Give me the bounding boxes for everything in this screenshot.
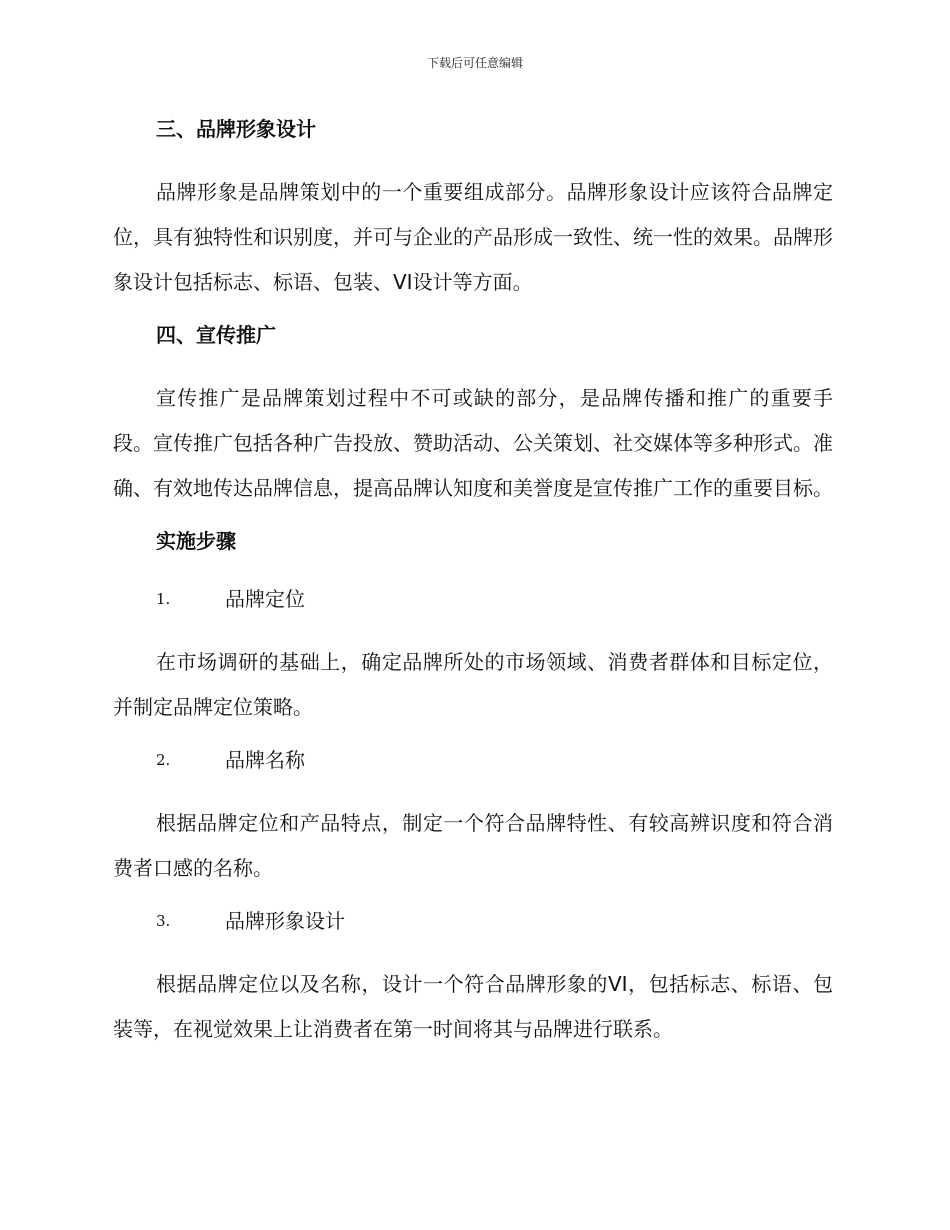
- paragraph-promotion: 宣传推广是品牌策划过程中不可或缺的部分，是品牌传播和推广的重要手段。宣传推广包括各种广告投放、赞助活动、公关策划、社交媒体等多种形式。准确、有效地传达品牌信息，提高品牌认知度和美誉度是宣传推广工作的重要目标。: [113, 386, 833, 500]
- paragraph-step-3: 根据品牌定位以及名称，设计一个符合品牌形象的VI，包括标志、标语、包装等，在视觉效果上让消费者在第一时间将其与品牌进行联系。: [113, 972, 833, 1041]
- step-title: 品牌形象设计: [225, 909, 345, 933]
- step-heading-3: [113, 904, 833, 938]
- section-heading-promotion: 四、宣传推广: [156, 323, 276, 347]
- step-title: 品牌定位: [225, 587, 305, 611]
- section-heading-brand-image: 三、品牌形象设计: [156, 117, 316, 141]
- step-heading-1: [113, 582, 833, 616]
- step-number: 1.: [156, 590, 171, 608]
- paragraph-brand-image: 品牌形象是品牌策划中的一个重要组成部分。品牌形象设计应该符合品牌定位，具有独特性和识别度，并可与企业的产品形成一致性、统一性的效果。品牌形象设计包括标志、标语、包装、VI设计等方面。: [113, 180, 833, 294]
- step-number: 3.: [156, 912, 171, 930]
- step-title: 品牌名称: [225, 748, 305, 772]
- document-body: [113, 112, 833, 1065]
- header-note: 下载后可任意编辑: [426, 56, 523, 70]
- paragraph-step-2: 根据品牌定位和产品特点，制定一个符合品牌特性、有较高辨识度和符合消费者口感的名称。: [113, 811, 833, 880]
- section-heading-implementation: 实施步骤: [156, 529, 236, 553]
- paragraph-step-1: 在市场调研的基础上，确定品牌所处的市场领域、消费者群体和目标定位，并制定品牌定位策略。: [113, 650, 833, 719]
- step-heading-2: [113, 743, 833, 777]
- step-number: 2.: [156, 751, 171, 769]
